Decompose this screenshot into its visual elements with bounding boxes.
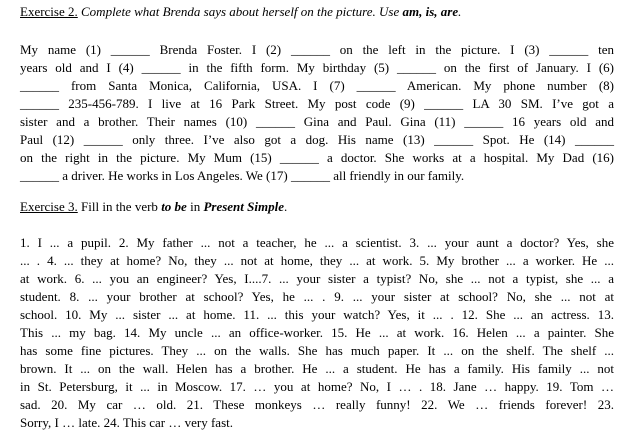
exercise2-line: ______ from Santa Monica, California, USA. I (7) ______ American. My phone number (8) — [20, 78, 614, 93]
exercise3-line: brown. It ... on the wall. Helen has a brother. He ... a student. He has a family. His family ... not — [20, 361, 614, 376]
exercise2-line: ______ 235-456-789. I live at 16 Park Street. My post code (9) ______ LA 30 SM. I’ve got a — [20, 96, 614, 111]
exercise3-instruction-verb: to be — [161, 199, 187, 214]
exercise3-instruction: Fill in the verb — [77, 199, 162, 214]
exercise3-line: sad. 20. My car … old. 21. These monkeys … really funny! 22. We … friends forever! 23. — [20, 397, 614, 412]
exercise2-line: on the right in the picture. My Mum (15) ______ a doctor. She works at a hospital. My Dad (16) — [20, 150, 614, 165]
exercise2-line: sister and a brother. Their names (10) ______ Gina and Paul. Gina (11) ______ 16 years old and — [20, 114, 614, 129]
exercise3-line: student. 8. ... your brother at school? Yes, he ... . 9. ... your sister at school? No, she ... not at — [20, 289, 614, 304]
exercise3-line: Sorry, I … late. 24. This car … very fast. — [20, 415, 234, 430]
exercise3-line: 1. I ... a pupil. 2. My father ... not a teacher, he ... a scientist. 3. ... your aunt a doctor? Yes, she — [20, 235, 614, 250]
exercise3-line: school. 10. My ... sister ... at home. 11. ... this your watch? Yes, it ... . 12. She ... an actress. 13. — [20, 307, 614, 322]
exercise2-line: Paul (12) ______ only three. I’ve also got a dog. His name (13) ______ Spot. He (14) ______ — [20, 132, 614, 147]
exercise2-line: My name (1) ______ Brenda Foster. I (2) ______ on the left in the picture. I (3) ______ ten — [20, 42, 614, 57]
exercise3-line: has some fine pictures. They ... on the walls. She has much paper. It ... on the shelf. The shelf ... — [20, 343, 614, 358]
exercise3-line: in St. Petersburg, it ... in Moscow. 17. … you at home? No, I … . 18. Jane … happy. 19. Tom … — [20, 379, 614, 394]
exercise3-instruction-tense: Present Simple — [203, 199, 284, 214]
exercise3-label: Exercise 3. — [20, 199, 78, 214]
exercise2-instruction-end: . — [458, 4, 462, 19]
exercise3-instruction-end: . — [283, 199, 288, 214]
exercise3-line: This ... my bag. 14. My uncle ... an office-worker. 15. He ... at work. 16. Helen ... a painter. She — [20, 325, 614, 340]
exercise2-heading — [20, 3, 614, 21]
exercise2-line: years old and I (4) ______ in the fifth form. My birthday (5) ______ on the first of January. I (6) — [20, 60, 614, 75]
exercise2-instruction-words: am, is, are — [402, 4, 459, 19]
exercise2-instruction: Complete what Brenda says about herself on the picture. Use — [77, 4, 403, 19]
exercise3-line: at work. 6. ... you an engineer? Yes, I....7. ... your sister a typist? No, she ... not a typist, she ... a — [20, 271, 614, 286]
exercise3-instruction-in: in — [186, 199, 204, 214]
exercise2-line: ______ a driver. He works in Los Angeles. We (17) ______ all friendly in our family. — [20, 168, 465, 183]
exercise3-line: ... . 4. ... they at home? No, they ... not at home, they ... at work. 5. My brother ... a worker. He ... — [20, 253, 614, 268]
exercise2-label: Exercise 2. — [20, 4, 78, 19]
exercise3-heading — [20, 198, 614, 216]
